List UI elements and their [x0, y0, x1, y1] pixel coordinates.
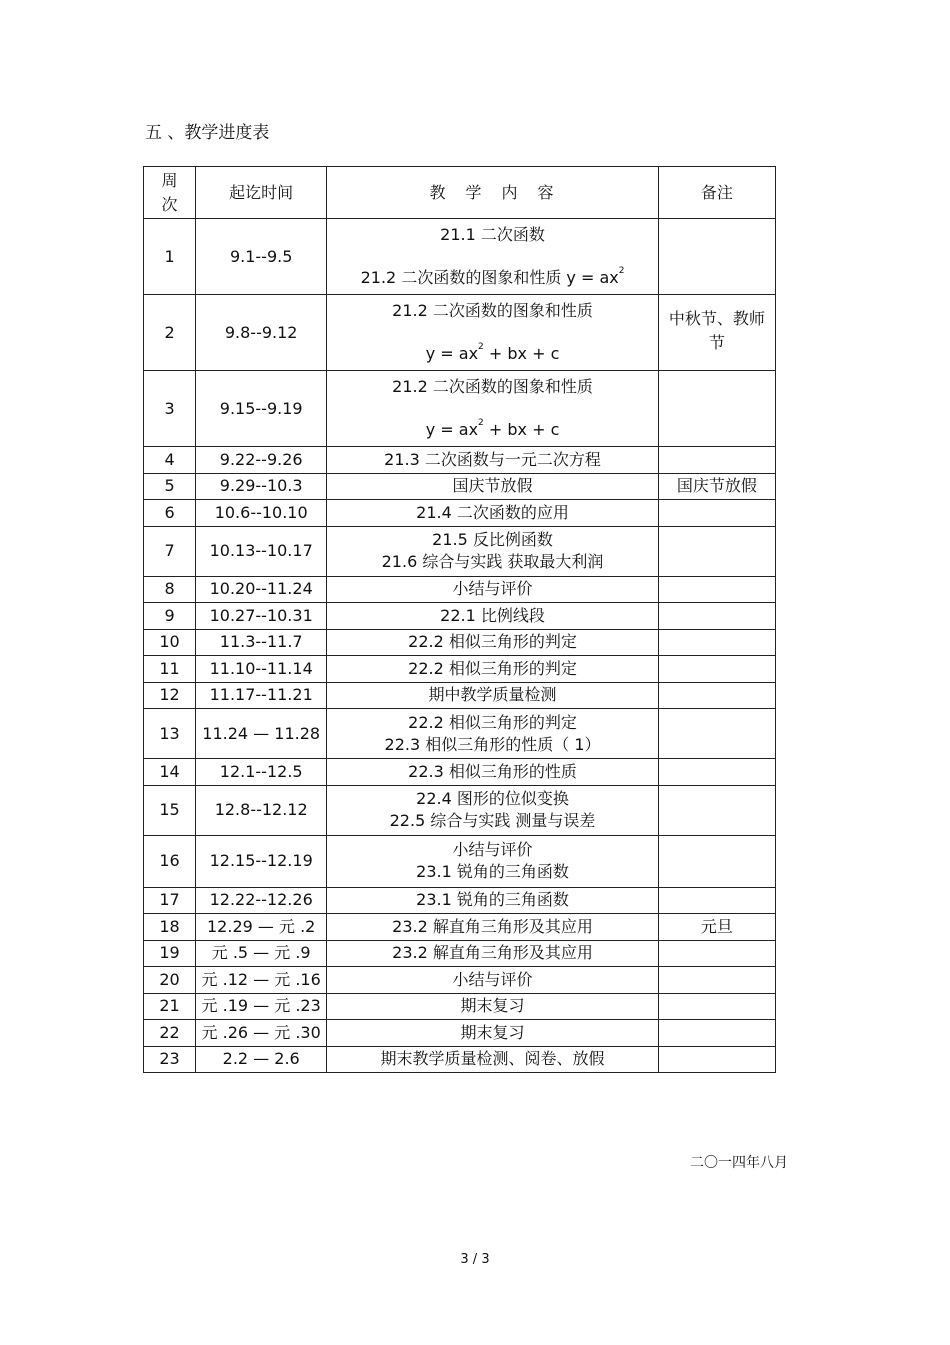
content-line: 22.3 相似三角形的性质	[408, 761, 577, 781]
cell-week: 22	[144, 1020, 196, 1047]
table-row	[144, 785, 776, 835]
cell-note	[658, 629, 775, 656]
cell-week: 14	[144, 759, 196, 786]
table-row	[144, 759, 776, 786]
cell-week: 19	[144, 940, 196, 967]
table-row	[144, 993, 776, 1020]
cell-content	[327, 940, 659, 967]
cell-dates: 9.8--9.12	[196, 295, 327, 371]
cell-content	[327, 914, 659, 941]
content-line: 21.3 二次函数与一元二次方程	[384, 449, 601, 469]
header-content: 教 学 内 容	[327, 167, 659, 219]
table-row	[144, 526, 776, 576]
table-row	[144, 500, 776, 527]
header-week: 周 次	[144, 167, 196, 219]
formula-part: + bx + c	[483, 420, 560, 439]
table-row	[144, 967, 776, 994]
exponent: 2	[478, 342, 484, 352]
cell-dates: 10.13--10.17	[196, 526, 327, 576]
content-line: 21.6 综合与实践 获取最大利润	[381, 552, 604, 571]
cell-dates: 12.1--12.5	[196, 759, 327, 786]
content-line: 国庆节放假	[452, 476, 533, 496]
cell-note	[658, 603, 775, 630]
cell-dates: 12.22--12.26	[196, 887, 327, 914]
cell-week: 5	[144, 473, 196, 500]
cell-note	[658, 709, 775, 759]
table-row	[144, 682, 776, 709]
cell-week: 12	[144, 682, 196, 709]
cell-dates: 12.8--12.12	[196, 785, 327, 835]
table-row	[144, 603, 776, 630]
content-line: 23.2 解直角三角形及其应用	[392, 943, 593, 963]
table-row	[144, 914, 776, 941]
table-row	[144, 940, 776, 967]
cell-content	[327, 835, 659, 887]
table-row	[144, 295, 776, 371]
cell-week: 16	[144, 835, 196, 887]
table-row	[144, 576, 776, 603]
content-line	[327, 260, 658, 289]
cell-week: 11	[144, 656, 196, 683]
cell-dates: 元 .26 — 元 .30	[196, 1020, 327, 1047]
header-dates: 起讫时间	[196, 167, 327, 219]
cell-week: 20	[144, 967, 196, 994]
page-number: 3 / 3	[460, 1252, 490, 1267]
cell-week: 7	[144, 526, 196, 576]
content-line: 21.5 反比例函数	[432, 530, 553, 549]
cell-note	[658, 219, 775, 295]
cell-note	[658, 785, 775, 835]
table-row	[144, 656, 776, 683]
cell-dates: 12.29 — 元 .2	[196, 914, 327, 941]
cell-content	[327, 993, 659, 1020]
content-line: 21.4 二次函数的应用	[416, 502, 569, 522]
content-line: 23.1 锐角的三角函数	[416, 890, 569, 910]
formula-line	[327, 336, 658, 365]
content-line: 22.2 相似三角形的判定	[408, 632, 577, 652]
cell-content	[327, 447, 659, 474]
cell-week: 3	[144, 371, 196, 447]
cell-note	[658, 682, 775, 709]
table-row	[144, 473, 776, 500]
cell-week: 17	[144, 887, 196, 914]
cell-dates: 11.24 — 11.28	[196, 709, 327, 759]
content-line: 期末复习	[460, 996, 525, 1016]
cell-content	[327, 295, 659, 371]
cell-content	[327, 219, 659, 295]
cell-week: 21	[144, 993, 196, 1020]
cell-content	[327, 1046, 659, 1073]
cell-note	[658, 1020, 775, 1047]
table-row	[144, 447, 776, 474]
cell-content	[327, 1020, 659, 1047]
cell-content	[327, 682, 659, 709]
table-header-row	[144, 167, 776, 219]
cell-week: 4	[144, 447, 196, 474]
cell-content	[327, 709, 659, 759]
cell-note	[658, 967, 775, 994]
cell-content	[327, 473, 659, 500]
cell-note	[658, 835, 775, 887]
cell-week: 15	[144, 785, 196, 835]
footer-date: 二〇一四年八月	[690, 1155, 788, 1171]
cell-dates: 10.6--10.10	[196, 500, 327, 527]
cell-note: 元旦	[658, 914, 775, 941]
cell-content	[327, 576, 659, 603]
cell-content	[327, 656, 659, 683]
cell-note	[658, 526, 775, 576]
cell-dates: 9.29--10.3	[196, 473, 327, 500]
content-line: 小结与评价	[452, 969, 533, 989]
content-line: 21.1 二次函数	[440, 225, 545, 244]
cell-content	[327, 967, 659, 994]
cell-content	[327, 526, 659, 576]
schedule-table	[143, 166, 776, 1073]
cell-week: 10	[144, 629, 196, 656]
content-line: 23.1 锐角的三角函数	[416, 862, 569, 881]
content-line: 期末复习	[460, 1022, 525, 1042]
cell-content	[327, 603, 659, 630]
table-row	[144, 1046, 776, 1073]
cell-week: 8	[144, 576, 196, 603]
cell-dates: 9.15--9.19	[196, 371, 327, 447]
cell-content	[327, 629, 659, 656]
content-line: 22.5 综合与实践 测量与误差	[389, 811, 596, 830]
cell-content	[327, 371, 659, 447]
table-row	[144, 835, 776, 887]
cell-week: 18	[144, 914, 196, 941]
cell-note	[658, 656, 775, 683]
content-text: 21.2 二次函数的图象和性质 y = ax	[360, 268, 619, 287]
table-row	[144, 219, 776, 295]
cell-week: 13	[144, 709, 196, 759]
formula-part: y = ax	[425, 420, 479, 439]
cell-note	[658, 1046, 775, 1073]
cell-dates: 10.27--10.31	[196, 603, 327, 630]
cell-week: 9	[144, 603, 196, 630]
cell-note	[658, 887, 775, 914]
exponent: 2	[618, 266, 625, 276]
cell-note	[658, 993, 775, 1020]
content-line: 22.3 相似三角形的性质（ 1）	[384, 734, 601, 754]
table-row	[144, 887, 776, 914]
content-line: 22.2 相似三角形的判定	[408, 712, 577, 732]
cell-content	[327, 500, 659, 527]
cell-dates: 2.2 — 2.6	[196, 1046, 327, 1073]
cell-note	[658, 576, 775, 603]
cell-dates: 11.3--11.7	[196, 629, 327, 656]
cell-content	[327, 759, 659, 786]
cell-dates: 元 .5 — 元 .9	[196, 940, 327, 967]
cell-dates: 10.20--11.24	[196, 576, 327, 603]
cell-note: 中秋节、教师节	[658, 295, 775, 371]
content-line: 22.1 比例线段	[440, 605, 545, 625]
cell-week: 23	[144, 1046, 196, 1073]
content-line: 22.4 图形的位似变换	[416, 789, 569, 808]
content-line: 22.2 相似三角形的判定	[408, 658, 577, 678]
table-row	[144, 371, 776, 447]
content-line: 小结与评价	[452, 840, 533, 859]
table-row	[144, 709, 776, 759]
section-heading: 五 、教学进度表	[145, 123, 270, 143]
cell-content	[327, 887, 659, 914]
cell-dates: 9.22--9.26	[196, 447, 327, 474]
formula-part: + bx + c	[483, 344, 560, 363]
table-row	[144, 1020, 776, 1047]
content-line: 期末教学质量检测、阅卷、放假	[380, 1049, 605, 1069]
cell-week: 6	[144, 500, 196, 527]
content-line: 21.2 二次函数的图象和性质	[392, 377, 593, 396]
cell-dates: 12.15--12.19	[196, 835, 327, 887]
cell-note	[658, 759, 775, 786]
cell-content	[327, 785, 659, 835]
formula-line	[327, 412, 658, 441]
cell-note	[658, 940, 775, 967]
cell-note	[658, 371, 775, 447]
cell-dates: 11.10--11.14	[196, 656, 327, 683]
cell-dates: 元 .12 — 元 .16	[196, 967, 327, 994]
content-line: 23.2 解直角三角形及其应用	[392, 916, 593, 936]
cell-note: 国庆节放假	[658, 473, 775, 500]
cell-week: 1	[144, 219, 196, 295]
cell-week: 2	[144, 295, 196, 371]
content-line: 21.2 二次函数的图象和性质	[392, 301, 593, 320]
content-line: 小结与评价	[452, 579, 533, 599]
header-note: 备注	[658, 167, 775, 219]
cell-dates: 9.1--9.5	[196, 219, 327, 295]
formula-part: y = ax	[425, 344, 479, 363]
cell-dates: 元 .19 — 元 .23	[196, 993, 327, 1020]
cell-dates: 11.17--11.21	[196, 682, 327, 709]
exponent: 2	[478, 418, 484, 428]
table-row	[144, 629, 776, 656]
cell-note	[658, 447, 775, 474]
cell-note	[658, 500, 775, 527]
content-line: 期中教学质量检测	[428, 685, 557, 705]
